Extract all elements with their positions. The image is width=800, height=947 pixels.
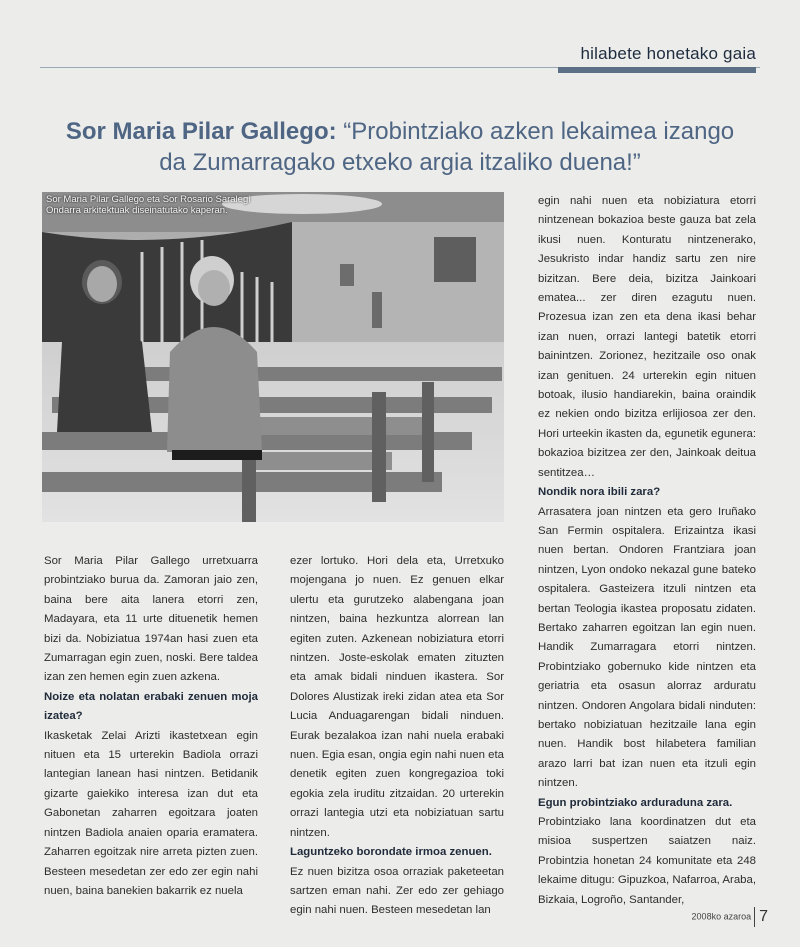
headline-quote-line2: da Zumarragako etxeko argia itzaliko duena!” — [159, 149, 641, 176]
photo-caption — [46, 194, 346, 216]
question-2: Laguntzeko borondate irmoa zenuen. — [290, 846, 492, 859]
answer-1: Ikasketak Zelai Arizti ikastetxean egin nituen eta 15 urterekin Badiola orrazi lantegian lanean hasi nintzen. Betidanik gizarte gaiekiko interesa izan dut eta Gabonetan zaharren egoitzara joaten nintzen Badiola anaien oparia eramatera. Zaharren egoitzak nire arreta pizten zuen. Besteen mesedetan zer edo zer egin nahi nuen, baina banekien bakarrik ez nuela — [44, 729, 258, 897]
section-tag: hilabete honetako gaia — [580, 44, 756, 63]
photo-caption-line1: Sor Maria Pilar Gallego eta Sor Rosario Saralegi — [46, 194, 251, 205]
answer-2: Ez nuen bizitza osoa orraziak paketeetan sartzen eman nahi. Zer edo zer gehiago egin nahi nuen. Besteen mesedetan lan — [290, 865, 504, 917]
column3-paragraph: egin nahi nuen eta nobiziatura etorri nintzenean bokazioa beste gauza bat zela ikusi nuen. Konturatu nintzenerako, Jesukristo indar handiz sartu zen nire bizitzan. Bere deia, bizitza Jainkoari ematea... zer diren ezagutu nuen. Prozesua izan zen eta dena ikasi behar izan nuen, orrazi lantegi batetik etorri bainintzen. Zorionez, hezitzaile oso onak izan genituen. 24 urterekin egin nituen botoak, ilusio handiarekin, baina oraindik ez nekien ondo bizitza erlijiosoa zer den. Hori urteekin ikasten da, egunetik egunera: bokazioa bizitzea zer den, Jainkoak deitua sentitzea… — [538, 195, 756, 479]
page-number: 7 — [759, 908, 768, 925]
photo-caption-line2: Ondarra arkitektuak diseinatutako kaperan. — [46, 205, 228, 216]
article-column-2 — [290, 552, 504, 921]
question-1: Noize eta nolatan erabaki zenuen moja izatea? — [44, 690, 258, 723]
headline-quote-line1: “Probintziako azken lekaimea izango — [336, 118, 735, 145]
column2-paragraph: ezer lortuko. Hori dela eta, Urretxuko mojengana jo nuen. Ez genuen elkar ulertu eta gurutzeko alabengana joan nintzen, baina hezkuntza alorrean lan egiten zuten. Azkenean nobiziatura etorri nintzen. Joste-eskolak ematen zituzten eta amak bidali ninduen ikastera. Sor Dolores Alustizak ireki zidan atea eta Sor Lucia Anduagarengan bidali ninduen. Eurak bezalakoa izan nahi nuela erabaki nuen. Egia esan, ongia egin nahi nuen eta denetik egiten zuen kongregazioa toki egokia zela iruditu zitzaidan. 20 urterekin orrazi lantegia utzi eta nobiziatuan sartu nintzen. — [290, 555, 504, 839]
answer-4: Probintziako lana koordinatzen dut eta misioa suspertzen saiatzen naiz. Probintzia honetan 24 komunitate eta 248 lekaime ditugu: Gipuzkoa, Nafarroa, Araba, Bizkaia, Logroño, Santander, — [538, 816, 756, 906]
chapel-photo — [42, 192, 504, 522]
headline-name: Sor Maria Pilar Gallego: — [65, 118, 337, 145]
answer-3: Arrasatera joan nintzen eta gero Iruñako San Fermin ospitalera. Erizaintza ikasi nuen bertan. Ondoren Frantziara joan nintzen, Lyon ondoko nekazal gune bateko ospitalera. Gasteizera itzuli nintzen eta bertan Teologia ikastea proposatu zidaten. Bertako zaharren egoitzan lan egin nuen. Handik Zumarragara etorri nintzen. Probintziako gobernuko kide nintzen eta geriatria eta osasun alorraz arduratu nintzen. Ondoren Angolara bidali ninduten: bertako nobiziatuan hezitzaile lana egin nuen. Handik bost hilabetera familian arazo larri bat izan nuen eta itzuli egin nintzen. — [538, 505, 756, 790]
question-3: Nondik nora ibili zara? — [538, 486, 661, 499]
section-tag-bar — [558, 67, 756, 73]
footer-divider — [754, 907, 755, 927]
headline — [30, 116, 770, 178]
article-column-1 — [44, 552, 258, 901]
issue-date: 2008ko azaroa — [691, 911, 752, 922]
page-footer — [692, 907, 768, 927]
article-column-3 — [538, 192, 756, 910]
intro-paragraph: Sor Maria Pilar Gallego urretxuarra probintziako burua da. Zamoran jaio zen, baina bere aita lanera etorri zen, Madayara, eta 11 urte dituenetik hemen bizi da. Nobiziatua 1974an hasi zuen eta Zumarragan egin zuen, noski. Bere taldea izan zen hemen egin zuen azkena. — [44, 555, 258, 684]
chapel-photo-image — [42, 192, 504, 522]
question-4: Egun probintziako arduraduna zara. — [538, 796, 733, 809]
